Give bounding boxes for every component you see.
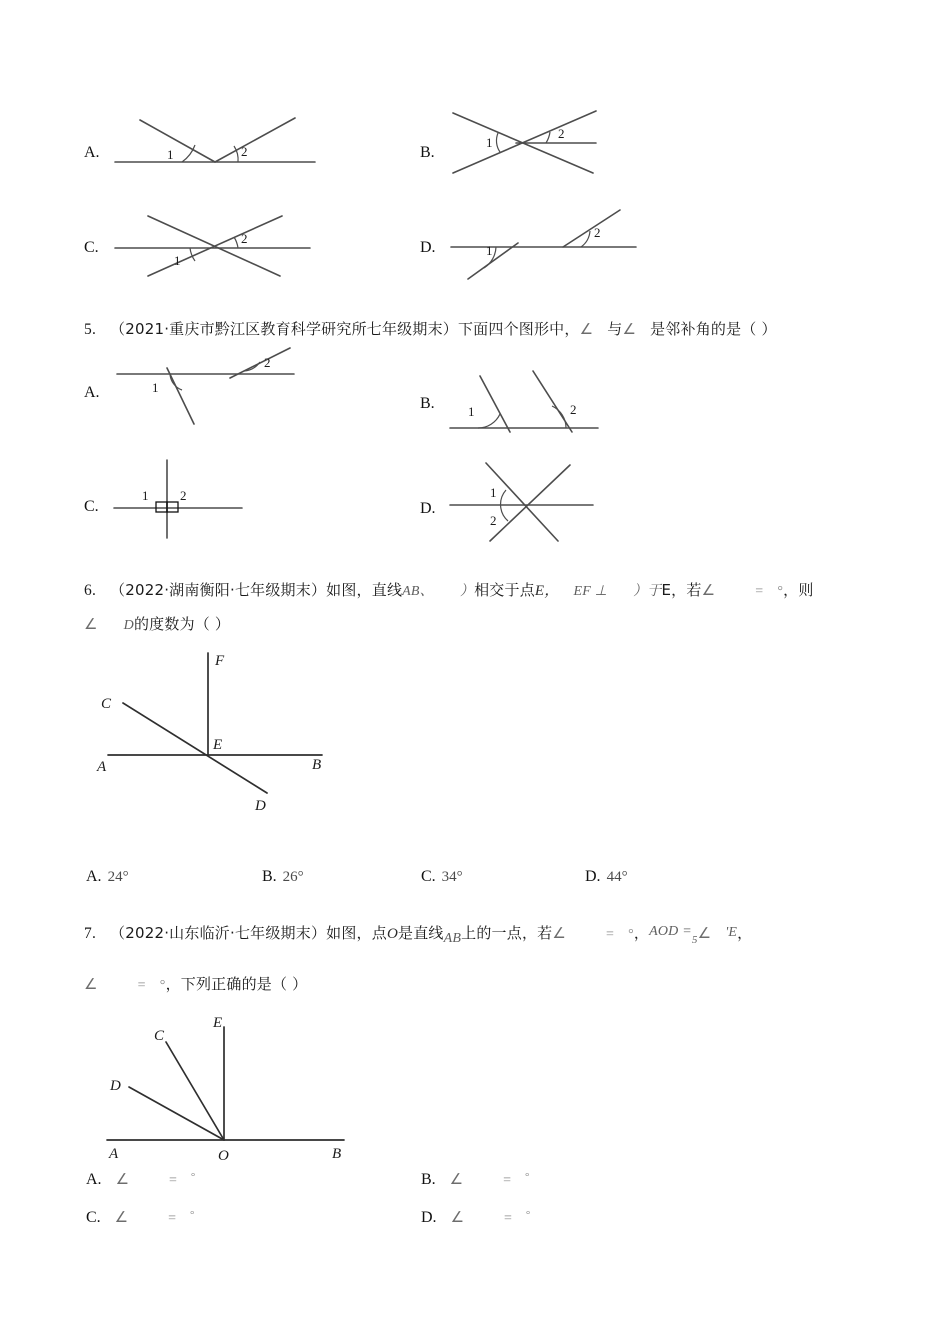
q5-angle-symbol-1: ∠ xyxy=(579,320,594,338)
q7-choice-d-angle: ∠ xyxy=(450,1208,465,1226)
q5-option-b-figure xyxy=(448,366,638,438)
q7-choice-c-degree: ° xyxy=(190,1209,195,1221)
q7-choice-a-letter: A. xyxy=(86,1171,102,1188)
q6-equals: = xyxy=(755,584,764,599)
q7-line2-angle: ∠ xyxy=(84,975,98,993)
q6-choice-a[interactable] xyxy=(86,868,129,886)
q5-angle-symbol-2: ∠ xyxy=(622,320,637,338)
q7-angle-symbol: ∠ xyxy=(552,924,566,942)
q7-label-d: D xyxy=(110,1078,121,1094)
q6-line2-angle: ∠ xyxy=(84,615,98,633)
q6-line2-math-d: D xyxy=(123,618,134,633)
svg-text:1: 1 xyxy=(490,485,497,500)
q7-choice-c-angle: ∠ xyxy=(114,1208,129,1226)
q6-choice-c-letter: C. xyxy=(421,868,436,885)
svg-text:1: 1 xyxy=(167,147,174,162)
q6-choice-a-value: 24° xyxy=(107,869,129,885)
q5-option-d-label: D. xyxy=(420,500,436,517)
q5-option-a-label: A. xyxy=(84,384,100,401)
question-6-stem-line2 xyxy=(84,607,230,643)
q7-choice-b-letter: B. xyxy=(421,1171,436,1188)
q4-option-b-figure xyxy=(448,105,628,177)
q4-option-a-figure xyxy=(110,110,325,170)
q6-label-d: D xyxy=(255,798,266,814)
q6-label-a: A xyxy=(97,759,107,775)
q6-angle-symbol: ∠ xyxy=(701,581,716,599)
q5-option-b-label: B. xyxy=(420,395,435,412)
q6-choice-a-letter: A. xyxy=(86,868,102,885)
svg-text:2: 2 xyxy=(594,225,601,240)
q6-line2-text: 的度数为（ ） xyxy=(133,615,231,633)
svg-text:2: 2 xyxy=(558,126,565,141)
q7-point-o: O xyxy=(386,926,399,942)
q6-line1-a: 如图，直线 xyxy=(326,581,403,599)
svg-text:2: 2 xyxy=(241,144,248,159)
q6-point-e: E， xyxy=(534,583,560,599)
q4-option-a-label: A. xyxy=(84,144,100,161)
q7-math-e: 'E xyxy=(725,925,738,940)
q6-choice-b-letter: B. xyxy=(262,868,277,885)
q6-choice-c-value: 34° xyxy=(441,869,463,885)
svg-text:2: 2 xyxy=(570,402,577,417)
q6-label-f: F xyxy=(215,653,225,669)
q7-choice-a[interactable] xyxy=(86,1170,195,1189)
svg-text:2: 2 xyxy=(490,513,497,528)
q6-math-ab: AB、 xyxy=(402,584,434,599)
q7-comma-2: ， xyxy=(737,924,753,942)
q7-line1-a: 如图，点 xyxy=(326,924,387,942)
q7-comma: ， xyxy=(633,924,650,942)
q7-line2-text: ，下列正确的是（ ） xyxy=(165,975,308,993)
q5-number: 5. xyxy=(84,321,97,338)
q7-choice-c-equals: = xyxy=(168,1211,177,1226)
q7-choice-d-equals: = xyxy=(504,1211,512,1226)
q4-option-d-figure xyxy=(448,205,643,283)
q7-math-frac: 5 xyxy=(691,934,698,946)
q6-math-ef-perp: EF ⊥ xyxy=(573,584,608,599)
q6-degree: ° xyxy=(777,584,784,599)
q7-choice-c-letter: C. xyxy=(86,1209,101,1226)
q7-figure xyxy=(82,1012,372,1172)
q7-choice-d-degree: ° xyxy=(525,1209,531,1221)
q7-equals: = xyxy=(606,927,615,942)
question-7-stem-line2 xyxy=(84,967,307,1003)
q4-option-c-label: C. xyxy=(84,239,99,256)
q4-option-d-label: D. xyxy=(420,239,436,256)
q5-mid-text: 与 xyxy=(607,320,623,338)
q7-choice-b[interactable] xyxy=(421,1170,529,1189)
q7-choice-d[interactable] xyxy=(421,1208,530,1227)
svg-text:1: 1 xyxy=(468,404,475,419)
q6-choice-d[interactable] xyxy=(585,868,628,886)
svg-text:1: 1 xyxy=(486,135,493,150)
q7-angle-symbol-2: ∠ xyxy=(697,924,712,942)
q4-option-b-label: B. xyxy=(420,144,435,161)
q5-option-c-label: C. xyxy=(84,498,99,515)
q6-label-c: C xyxy=(101,696,112,712)
q6-figure xyxy=(75,645,360,820)
q7-choice-d-letter: D. xyxy=(421,1209,437,1226)
q7-number: 7. xyxy=(84,925,97,942)
q7-line1-c: 上的一点，若 xyxy=(461,924,553,942)
svg-text:1: 1 xyxy=(486,243,493,258)
q7-label-c: C xyxy=(154,1028,165,1044)
q5-option-a-figure xyxy=(112,348,312,428)
q7-line2-degree: ° xyxy=(159,978,166,993)
question-6-stem-line1 xyxy=(84,573,814,609)
q6-choice-d-value: 44° xyxy=(606,869,628,885)
q6-source: （2022·湖南衡阳·七年级期末） xyxy=(110,581,327,599)
q6-line1-c: ，则 xyxy=(783,581,814,599)
q6-choice-b[interactable] xyxy=(262,868,304,886)
q7-choice-a-angle: ∠ xyxy=(115,1170,130,1188)
q7-choice-c[interactable] xyxy=(86,1208,194,1227)
q5-source: （2021·重庆市黔江区教育科学研究所七年级期末） xyxy=(110,320,458,338)
q6-choice-d-letter: D. xyxy=(585,868,601,885)
q7-choice-b-degree: ° xyxy=(525,1171,530,1183)
q6-line1-b: 相交于点 xyxy=(474,581,535,599)
q7-label-b: B xyxy=(332,1146,342,1162)
q7-line1-b: 是直线 xyxy=(398,924,444,942)
q6-label-e: E xyxy=(213,737,223,753)
q6-choice-c[interactable] xyxy=(421,868,463,886)
q7-label-o: O xyxy=(218,1148,229,1164)
q5-stem-after: 是邻补角的是（ ） xyxy=(650,320,777,338)
q5-option-d-figure xyxy=(448,455,623,545)
q6-choice-b-value: 26° xyxy=(282,869,304,885)
q6-number: 6. xyxy=(84,582,97,599)
svg-text:1: 1 xyxy=(142,488,149,503)
q6-math-paren: ） xyxy=(459,584,475,599)
q7-label-a: A xyxy=(109,1146,119,1162)
q7-source: （2022·山东临沂·七年级期末） xyxy=(110,924,327,942)
svg-text:1: 1 xyxy=(152,380,159,395)
q5-stem-before: 下面四个图形中， xyxy=(457,320,580,338)
svg-text:2: 2 xyxy=(264,355,271,370)
q6-point-e2: E，若 xyxy=(661,581,702,599)
q7-math-ab: AB xyxy=(443,931,462,946)
q7-line2-equals: = xyxy=(137,978,146,993)
q6-label-b: B xyxy=(312,757,322,773)
q4-option-c-figure xyxy=(110,208,325,280)
question-7-stem-line1 xyxy=(84,915,752,957)
q7-choice-a-equals: = xyxy=(169,1173,177,1188)
q7-choice-b-equals: = xyxy=(503,1173,512,1188)
q6-math-at: ）于 xyxy=(633,584,662,599)
question-5-stem xyxy=(84,312,777,347)
q7-label-e: E xyxy=(213,1015,223,1031)
q7-math-aod: AOD = xyxy=(649,924,692,939)
svg-text:2: 2 xyxy=(180,488,187,503)
q7-choice-a-degree: ° xyxy=(190,1171,196,1183)
q7-degree: ° xyxy=(628,927,634,942)
svg-text:1: 1 xyxy=(174,253,181,268)
q5-option-c-figure xyxy=(112,458,272,540)
q7-choice-b-angle: ∠ xyxy=(449,1170,464,1188)
svg-text:2: 2 xyxy=(241,231,248,246)
